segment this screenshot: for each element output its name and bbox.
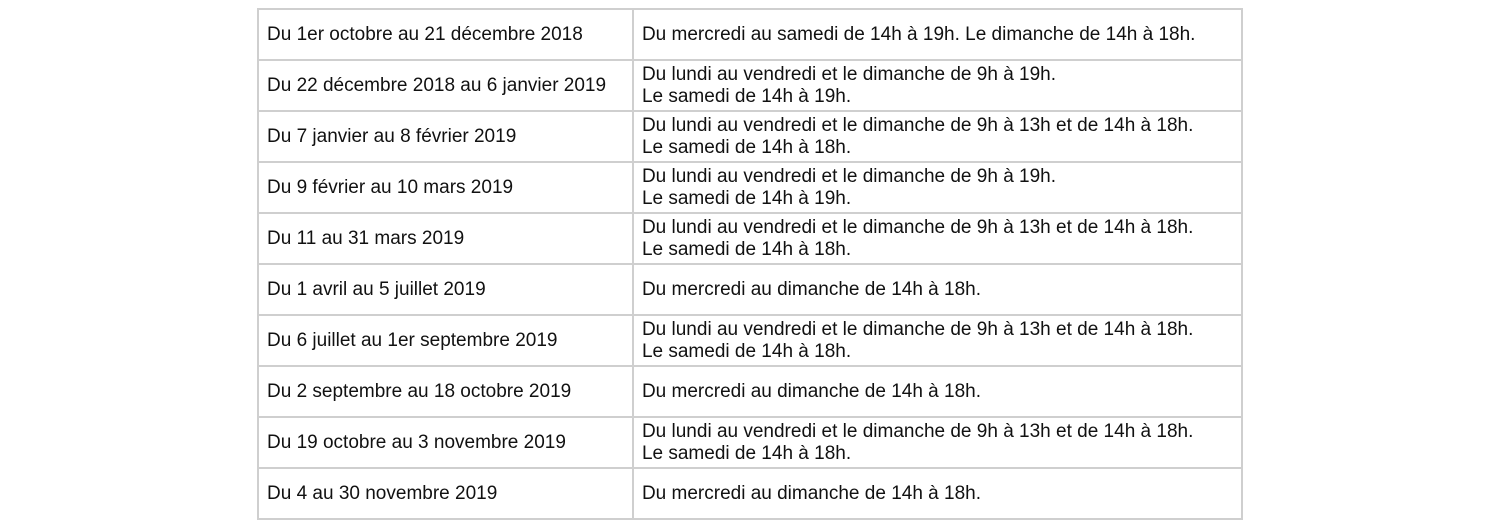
period-cell: Du 1er octobre au 21 décembre 2018 <box>258 9 633 60</box>
table-row <box>258 468 1242 519</box>
period-cell: Du 22 décembre 2018 au 6 janvier 2019 <box>258 60 633 111</box>
table-row <box>258 60 1242 111</box>
hours-line: Du mercredi au dimanche de 14h à 18h. <box>641 278 981 300</box>
hours-cell <box>633 264 1242 315</box>
hours-line: Le samedi de 14h à 18h. <box>641 136 852 158</box>
hours-line: Du lundi au vendredi et le dimanche de 9h à 13h et de 14h à 18h. <box>641 420 1194 442</box>
period-cell: Du 6 juillet au 1er septembre 2019 <box>258 315 633 366</box>
hours-line: Du mercredi au dimanche de 14h à 18h. <box>641 482 981 504</box>
hours-cell <box>633 417 1242 468</box>
hours-line: Du lundi au vendredi et le dimanche de 9h à 13h et de 14h à 18h. <box>641 216 1194 238</box>
hours-cell <box>633 9 1242 60</box>
hours-line: Du mercredi au samedi de 14h à 19h. Le dimanche de 14h à 18h. <box>641 23 1196 45</box>
hours-line: Du lundi au vendredi et le dimanche de 9h à 13h et de 14h à 18h. <box>641 318 1194 340</box>
hours-line: Du mercredi au dimanche de 14h à 18h. <box>641 380 981 402</box>
table-row <box>258 213 1242 264</box>
hours-line: Le samedi de 14h à 19h. <box>641 187 852 209</box>
table-row <box>258 264 1242 315</box>
table-row <box>258 315 1242 366</box>
hours-cell <box>633 111 1242 162</box>
hours-cell <box>633 366 1242 417</box>
hours-line: Du lundi au vendredi et le dimanche de 9h à 19h. <box>641 63 1057 85</box>
period-cell: Du 11 au 31 mars 2019 <box>258 213 633 264</box>
table-row <box>258 9 1242 60</box>
hours-cell <box>633 162 1242 213</box>
period-cell: Du 9 février au 10 mars 2019 <box>258 162 633 213</box>
period-cell: Du 19 octobre au 3 novembre 2019 <box>258 417 633 468</box>
table-row <box>258 366 1242 417</box>
opening-hours-table <box>257 8 1243 520</box>
table-row <box>258 162 1242 213</box>
hours-line: Du lundi au vendredi et le dimanche de 9h à 13h et de 14h à 18h. <box>641 114 1194 136</box>
hours-cell <box>633 468 1242 519</box>
hours-line: Le samedi de 14h à 18h. <box>641 238 852 260</box>
hours-cell <box>633 213 1242 264</box>
hours-line: Le samedi de 14h à 18h. <box>641 442 852 464</box>
table-row <box>258 417 1242 468</box>
hours-cell <box>633 315 1242 366</box>
hours-line: Le samedi de 14h à 18h. <box>641 340 852 362</box>
opening-hours-table-body <box>258 9 1242 519</box>
period-cell: Du 1 avril au 5 juillet 2019 <box>258 264 633 315</box>
hours-line: Le samedi de 14h à 19h. <box>641 85 852 107</box>
table-row <box>258 111 1242 162</box>
hours-cell <box>633 60 1242 111</box>
hours-line: Du lundi au vendredi et le dimanche de 9h à 19h. <box>641 165 1057 187</box>
period-cell: Du 4 au 30 novembre 2019 <box>258 468 633 519</box>
period-cell: Du 7 janvier au 8 février 2019 <box>258 111 633 162</box>
period-cell: Du 2 septembre au 18 octobre 2019 <box>258 366 633 417</box>
